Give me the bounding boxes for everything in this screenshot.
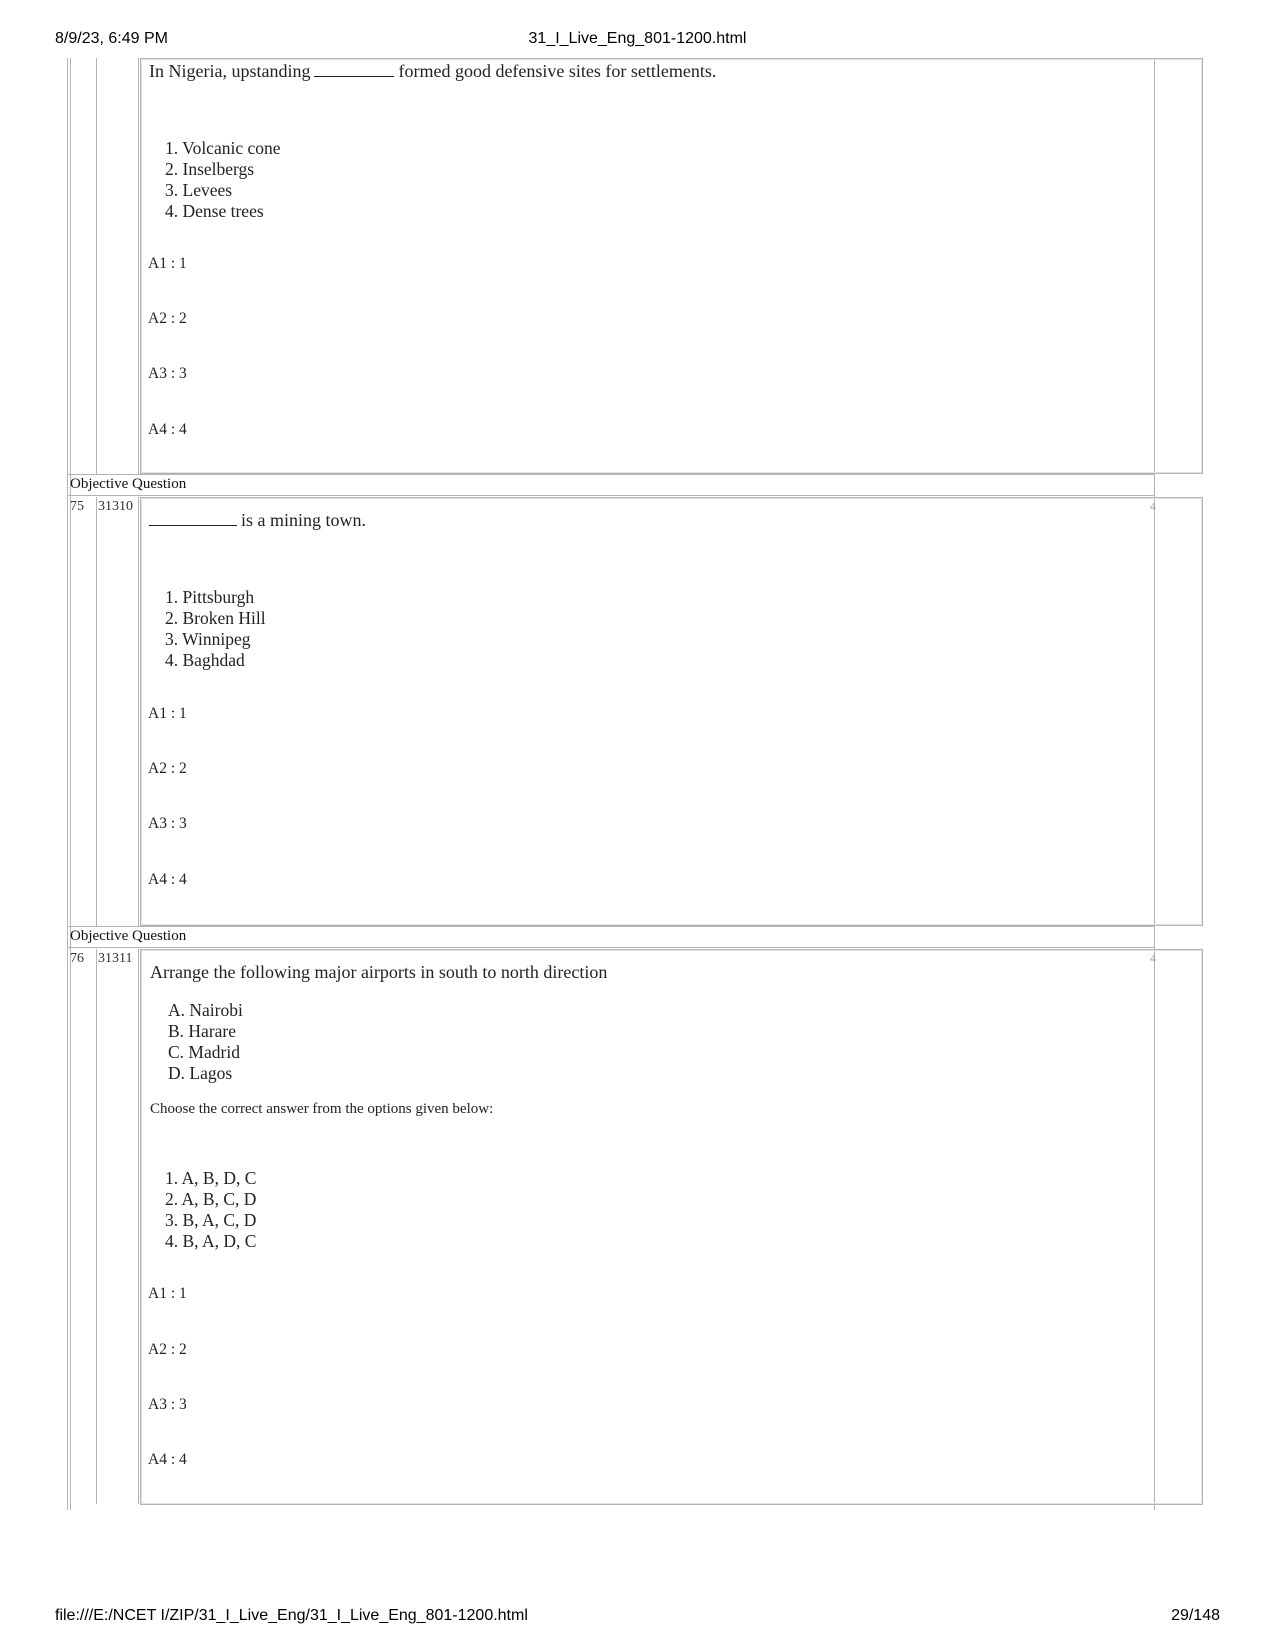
question-number: 75 — [70, 499, 84, 514]
answer-4: A4 : 4 — [148, 871, 187, 888]
row-rule — [67, 947, 1155, 948]
option-3: 3. B, A, C, D — [165, 1210, 257, 1230]
col-rule — [138, 58, 139, 474]
print-file-path: file:///E:/NCET I/ZIP/31_I_Live_Eng/31_I_Live_Eng_801-1200.html — [55, 1607, 528, 1624]
item-b: B. Harare — [168, 1021, 237, 1041]
option-2: 2. Inselbergs — [165, 159, 255, 179]
answer-2: A2 : 2 — [148, 310, 187, 327]
question-74-options — [165, 138, 281, 222]
option-4: 4. B, A, D, C — [165, 1231, 257, 1251]
col-rule — [96, 58, 97, 474]
col-rule — [96, 949, 97, 1504]
question-74-text: In Nigeria, upstanding formed good defensive sites for settlements. — [149, 61, 717, 81]
answer-1: A1 : 1 — [148, 1285, 187, 1302]
answer-1: A1 : 1 — [148, 255, 187, 272]
section-label-75: Objective Question — [70, 476, 187, 492]
question-id: 31311 — [98, 951, 133, 966]
option-3: 3. Levees — [165, 180, 233, 200]
question-76-box — [140, 949, 1203, 1505]
col-rule — [138, 497, 139, 926]
table-border-left-inner — [70, 58, 71, 1510]
row-rule — [67, 474, 1155, 475]
row-rule — [67, 926, 1155, 927]
answer-3: A3 : 3 — [148, 815, 187, 832]
print-datetime: 8/9/23, 6:49 PM — [55, 30, 168, 47]
marks-cell: 4 — [1150, 951, 1156, 965]
row-rule — [67, 495, 1155, 496]
print-page-number: 29/148 — [1171, 1607, 1220, 1624]
question-number: 76 — [70, 951, 84, 966]
table-border-left — [67, 58, 68, 1510]
question-75-box — [140, 497, 1203, 926]
question-75-options — [165, 587, 266, 671]
question-id: 31310 — [98, 499, 133, 514]
question-76-items — [168, 1000, 243, 1084]
col-rule — [138, 949, 139, 1504]
option-4: 4. Baghdad — [165, 650, 245, 670]
option-1: 1. Pittsburgh — [165, 587, 255, 607]
item-d: D. Lagos — [168, 1063, 233, 1083]
option-3: 3. Winnipeg — [165, 629, 251, 649]
question-76-options — [165, 1168, 256, 1252]
answer-2: A2 : 2 — [148, 760, 187, 777]
question-76-instruction: Choose the correct answer from the options given below: — [150, 1101, 494, 1117]
option-1: 1. Volcanic cone — [165, 138, 281, 158]
print-title: 31_I_Live_Eng_801-1200.html — [528, 30, 747, 47]
option-2: 2. Broken Hill — [165, 608, 266, 628]
answer-2: A2 : 2 — [148, 1341, 187, 1358]
answer-1: A1 : 1 — [148, 705, 187, 722]
option-2: 2. A, B, C, D — [165, 1189, 257, 1209]
question-75-text: is a mining town. — [149, 510, 366, 531]
option-4: 4. Dense trees — [165, 201, 264, 221]
marks-cell: 4 — [1150, 499, 1156, 513]
answer-4: A4 : 4 — [148, 421, 187, 438]
answer-3: A3 : 3 — [148, 1396, 187, 1413]
option-1: 1. A, B, D, C — [165, 1168, 257, 1188]
answer-3: A3 : 3 — [148, 365, 187, 382]
item-a: A. Nairobi — [168, 1000, 243, 1020]
section-label-76: Objective Question — [70, 928, 187, 944]
item-c: C. Madrid — [168, 1042, 240, 1062]
print-header — [55, 30, 1220, 52]
question-74-box — [140, 58, 1203, 474]
answer-4: A4 : 4 — [148, 1451, 187, 1468]
question-76-text: Arrange the following major airports in south to north direction — [150, 962, 608, 982]
print-footer — [55, 1607, 1220, 1629]
col-rule — [96, 497, 97, 926]
